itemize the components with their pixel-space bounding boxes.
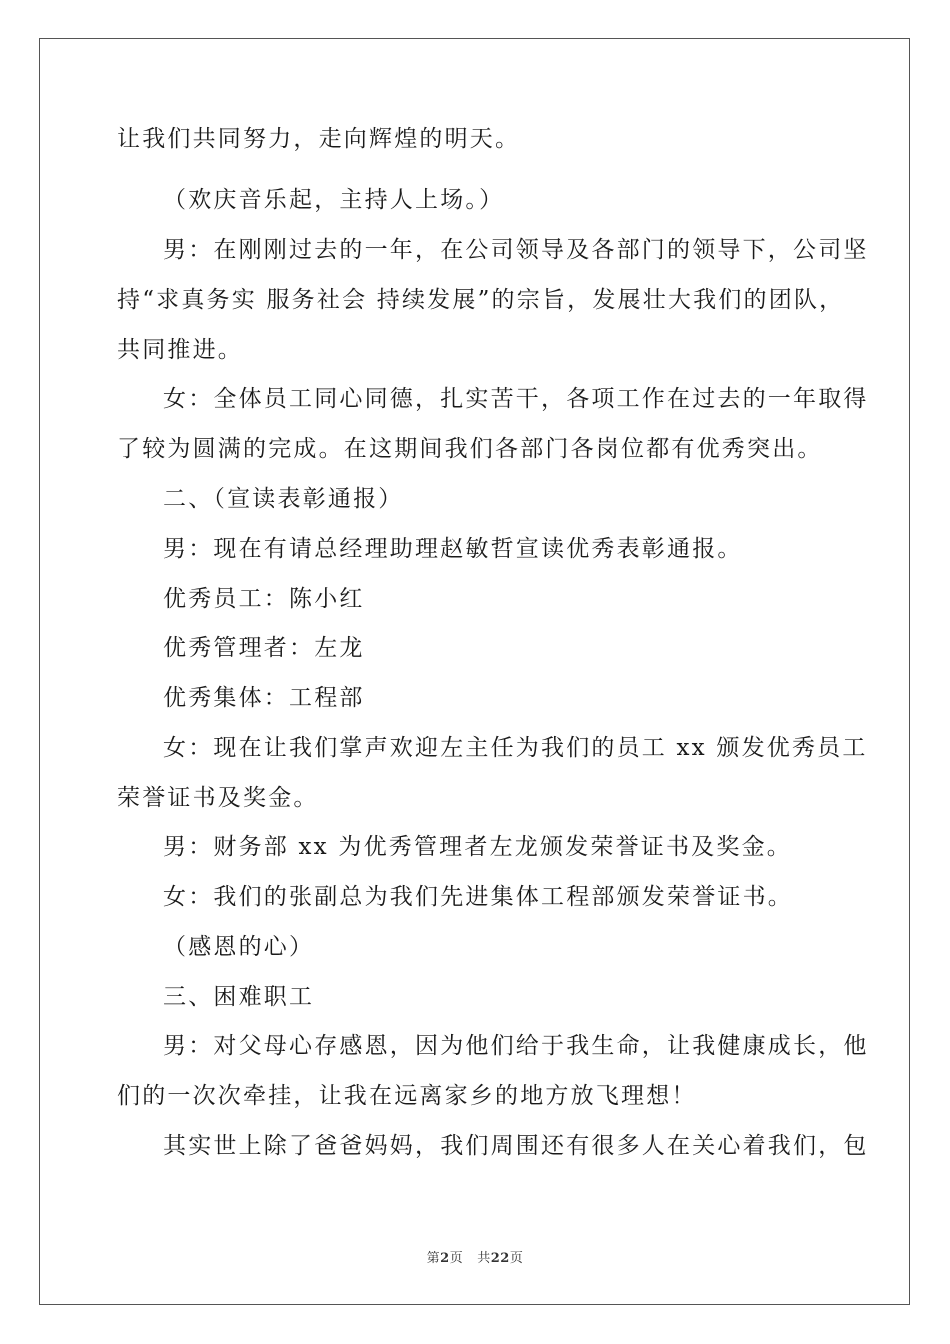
award-item: 优秀员工：陈小红 <box>163 586 365 612</box>
page-footer <box>0 1247 950 1266</box>
section-heading: 二、（宣读表彰通报） <box>163 486 404 512</box>
text-line: 女：我们的张副总为我们先进集体工程部颁发荣誉证书。 <box>163 884 793 910</box>
page-current: 2 <box>440 1251 450 1266</box>
section-heading: 三、困难职工 <box>163 984 315 1010</box>
text-line: （感恩的心） <box>163 934 315 960</box>
text-line: 荣誉证书及奖金。 <box>117 785 319 811</box>
page-total: 22 <box>490 1251 510 1266</box>
text-line: 女：现在让我们掌声欢迎左主任为我们的员工 xx 颁发优秀员工 <box>163 735 868 761</box>
text-line: 让我们共同努力，走向辉煌的明天。 <box>117 126 521 152</box>
text-line: 男：现在有请总经理助理赵敏哲宣读优秀表彰通报。 <box>163 536 743 562</box>
text-line: 们的一次次牵挂，让我在远离家乡的地方放飞理想！ <box>117 1083 697 1109</box>
award-item: 优秀集体：工程部 <box>163 685 365 711</box>
text-line: 其实世上除了爸爸妈妈，我们周围还有很多人在关心着我们，包 <box>163 1133 869 1159</box>
total-prefix: 共 <box>477 1251 491 1266</box>
text-line: 男：财务部 xx 为优秀管理者左龙颁发荣誉证书及奖金。 <box>163 834 792 860</box>
text-line: 共同推进。 <box>117 337 243 363</box>
award-item: 优秀管理者：左龙 <box>163 635 365 661</box>
text-line: 了较为圆满的完成。在这期间我们各部门各岗位都有优秀突出。 <box>117 436 823 462</box>
text-line: （欢庆音乐起，主持人上场。） <box>163 187 505 213</box>
page-prefix: 第 <box>426 1251 441 1266</box>
text-line: 女：全体员工同心同德，扎实苦干，各项工作在过去的一年取得 <box>163 386 869 412</box>
text-line: 持“求真务实 服务社会 持续发展”的宗旨，发展壮大我们的团队， <box>117 287 845 313</box>
total-unit: 页 <box>509 1251 524 1266</box>
page-border <box>39 38 910 1305</box>
text-line: 男：对父母心存感恩，因为他们给于我生命，让我健康成长，他 <box>163 1033 869 1059</box>
page-unit: 页 <box>449 1251 464 1266</box>
text-line: 男：在刚刚过去的一年，在公司领导及各部门的领导下，公司坚 <box>163 237 869 263</box>
